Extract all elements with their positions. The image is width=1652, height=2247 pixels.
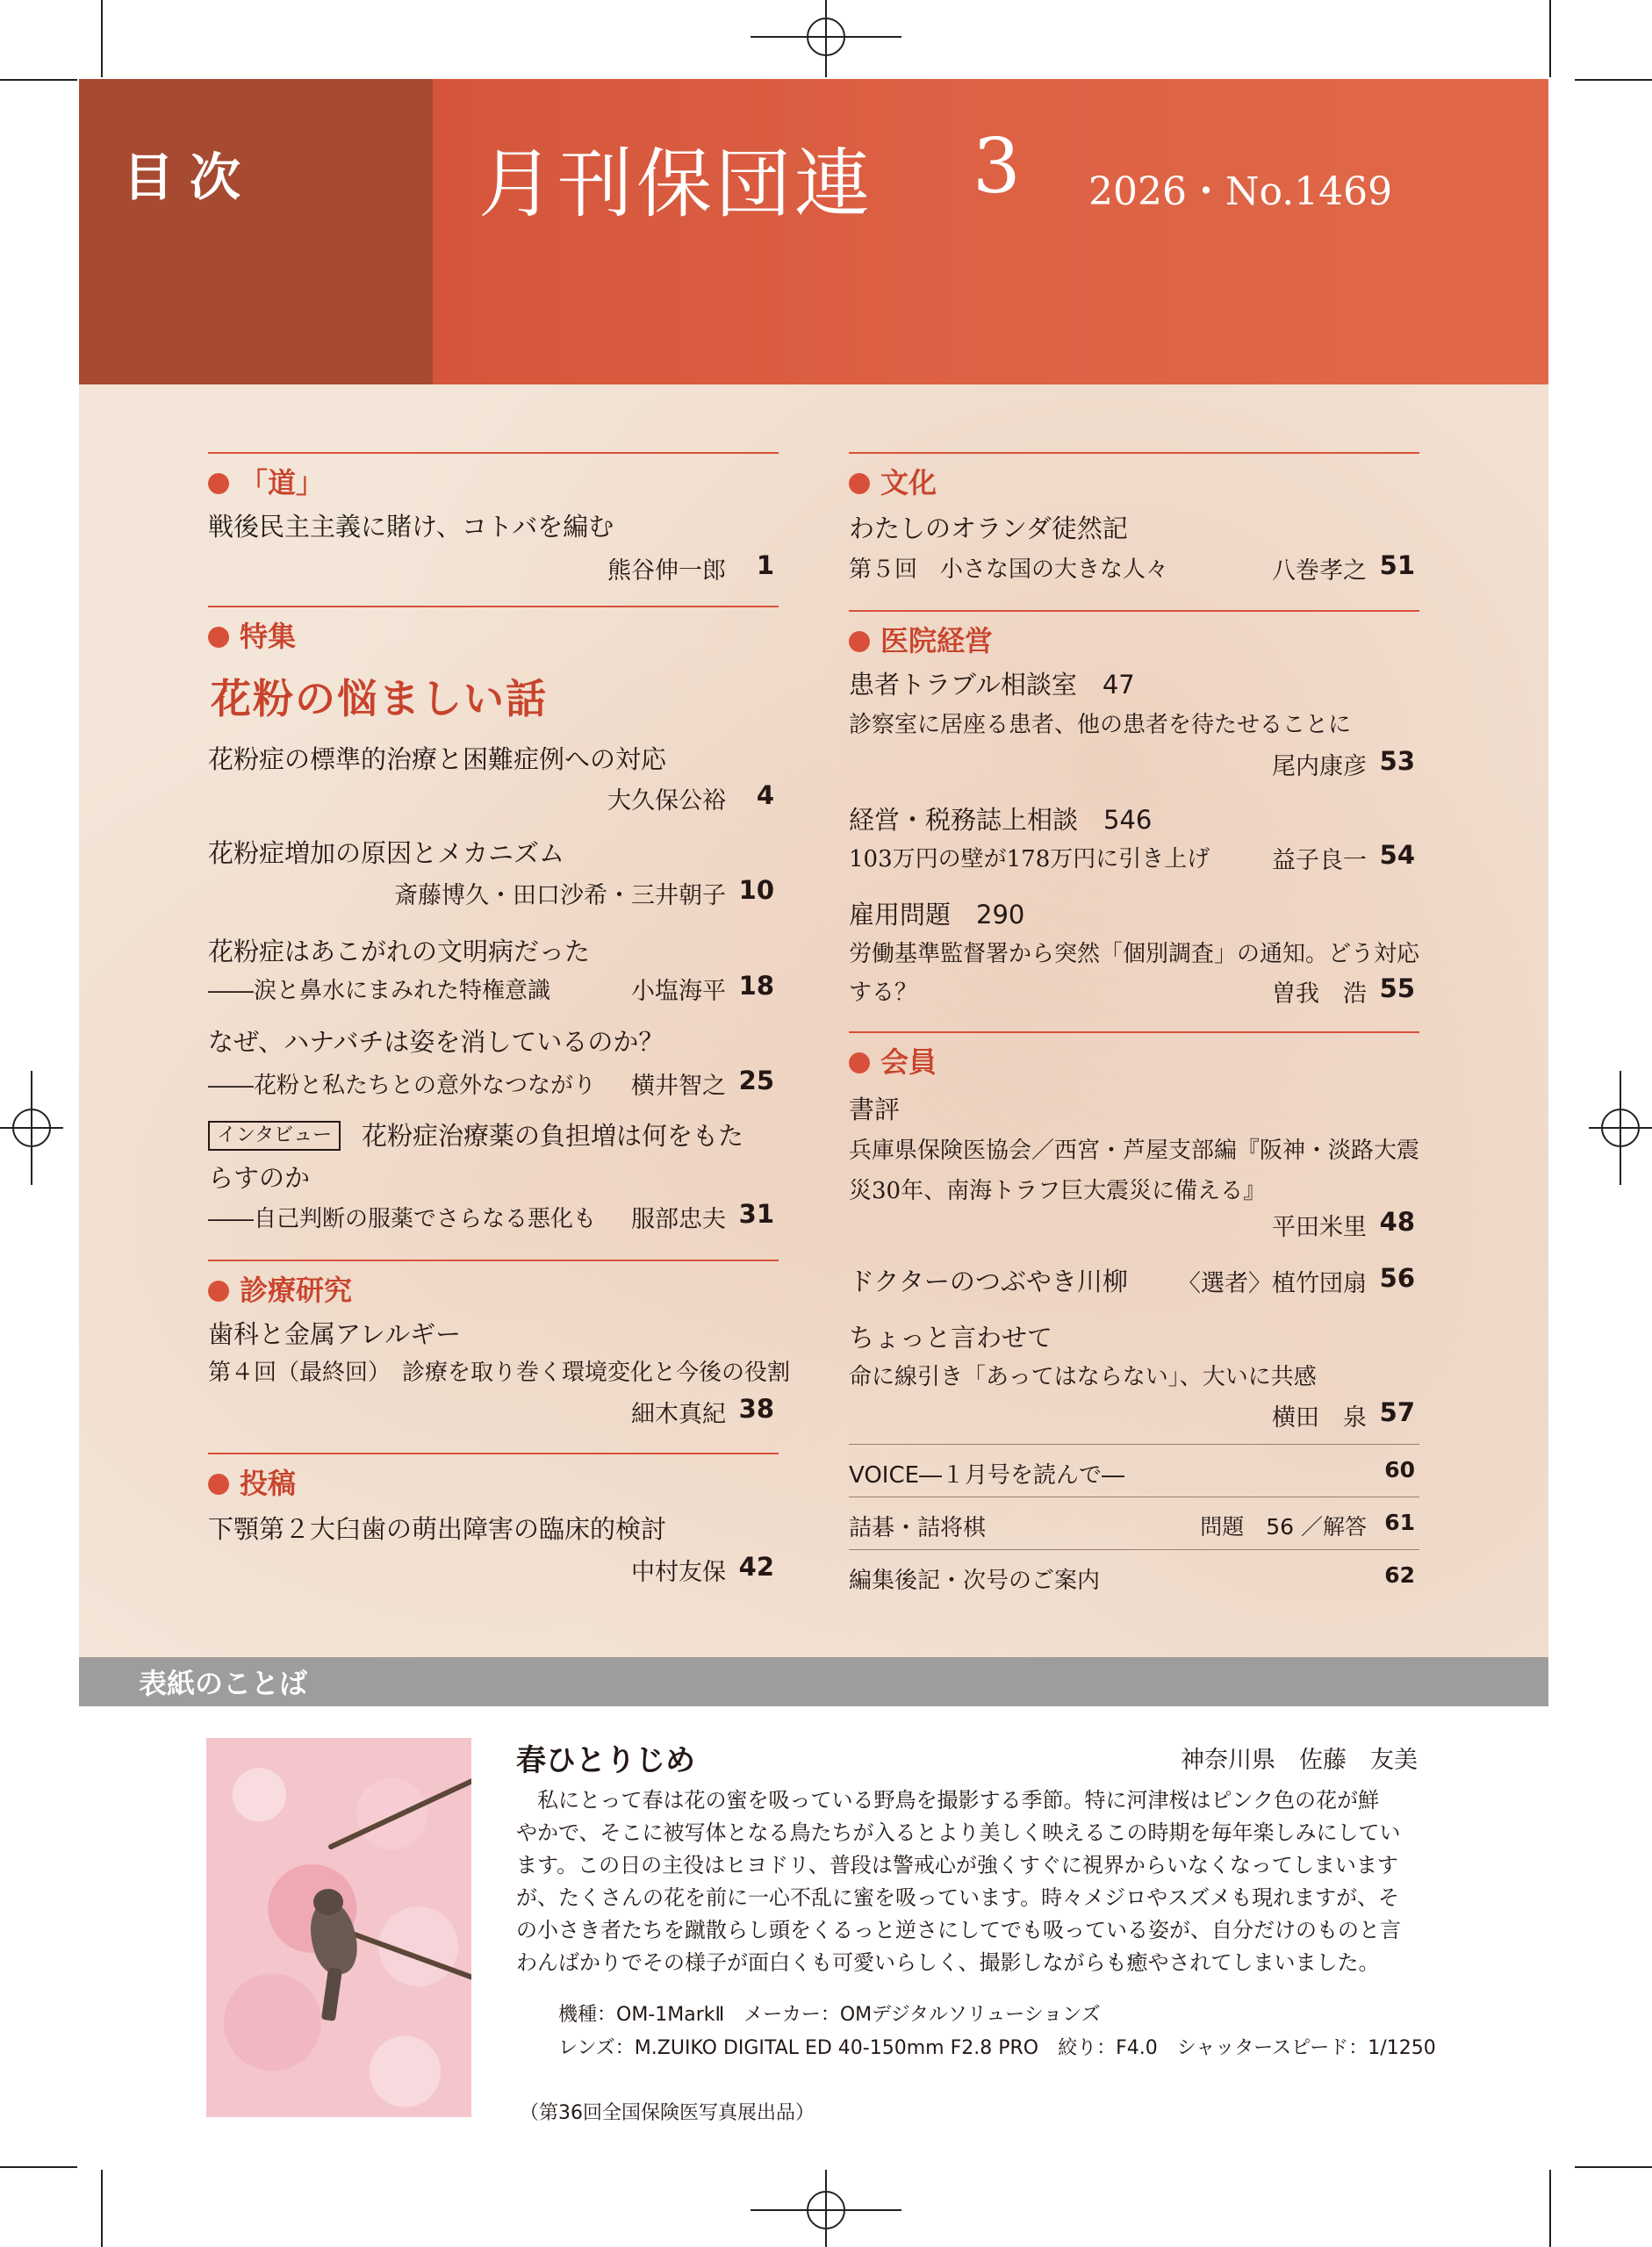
article-title[interactable]: 花粉症はあこがれの文明病だった <box>208 937 591 966</box>
article-subtitle: 兵庫県保険医協会／西宮・芦屋支部編『阪神・淡路大震 <box>849 1138 1420 1164</box>
cover-text-line: の小さき者たちを蹴散らし頭をくるっと逆さにしてでも吸っている姿が、自分だけのものと言 <box>516 1918 1401 1942</box>
article-title[interactable]: 花粉症治療薬の負担増は何をもた <box>362 1121 744 1151</box>
article-subtitle: 第４回（最終回） 診療を取り巻く環境変化と今後の役割 <box>208 1360 791 1386</box>
cover-credit: 神奈川県 佐藤 友美 <box>1181 1747 1418 1774</box>
misc-item-detail: 問題 56 ／解答 <box>1200 1514 1367 1540</box>
photo-branch <box>327 1771 471 1850</box>
page-number: 18 <box>738 971 774 1001</box>
toc-label: 目次 <box>123 147 257 207</box>
section-heading-shinryo: 診療研究 <box>208 1268 352 1309</box>
toc-label-block <box>79 79 433 384</box>
bullet-icon <box>208 627 229 648</box>
page-number: 61 <box>1384 1510 1415 1535</box>
article-author: 横田 泉 <box>1272 1404 1367 1432</box>
page-number: 54 <box>1379 840 1415 870</box>
issue-number: 2026・No.1469 <box>1088 169 1393 214</box>
section-heading-tokushu: 特集 <box>208 614 296 655</box>
page-number: 4 <box>756 780 774 810</box>
page-number: 57 <box>1379 1397 1415 1427</box>
lens-info: レンズ：M.ZUIKO DIGITAL ED 40-150mm F2.8 PRO 絞り：F4.0 シャッタースピード：1/1250 <box>558 2037 1436 2059</box>
section-heading-kaiin: 会員 <box>849 1040 937 1080</box>
section-heading-toko: 投稿 <box>208 1461 296 1502</box>
section-divider <box>208 452 779 454</box>
article-title[interactable]: 経営・税務誌上相談 546 <box>849 805 1153 835</box>
misc-item-title[interactable]: 詰碁・詰将棋 <box>849 1515 987 1541</box>
issue-month: 3 <box>973 123 1021 211</box>
article-author: 尾内康彦 <box>1272 753 1367 780</box>
article-subtitle: ――花粉と私たちとの意外なつながり <box>208 1073 597 1099</box>
section-divider <box>849 452 1419 454</box>
cover-text-line: が、たくさんの花を前に一心不乱に蜜を吸っています。時々メジロやスズメも現れますが、そ <box>516 1885 1400 1910</box>
article-title[interactable]: 患者トラブル相談室 47 <box>849 670 1135 700</box>
page-number: 38 <box>738 1394 774 1424</box>
article-title[interactable]: 歯科と金属アレルギー <box>208 1319 462 1349</box>
registration-line <box>31 1071 32 1185</box>
cover-text-line: わんばかりでその様子が面白くも可愛いらしく、撮影しながらも癒やされてしまいました。 <box>516 1950 1380 1975</box>
page-number: 25 <box>738 1066 774 1095</box>
article-author: 横井智之 <box>631 1073 726 1100</box>
section-divider <box>208 606 779 607</box>
cover-description <box>516 1784 1425 1979</box>
article-subtitle: 診察室に居座る患者、他の患者を待たせることに <box>849 712 1352 738</box>
feature-title: 花粉の悩ましい話 <box>211 675 548 722</box>
cover-title: 春ひとりじめ <box>516 1743 695 1778</box>
camera-info: 機種：OM-1MarkⅡ メーカー：OMデジタルソリューションズ <box>558 2004 1101 2026</box>
article-title[interactable]: 戦後民主主義に賭け、コトバを編む <box>208 512 614 542</box>
exhibit-note: （第36回全国保険医写真展出品） <box>520 2102 815 2124</box>
article-subtitle: 第５回 小さな国の大きな人々 <box>849 556 1169 583</box>
interview-badge: インタビュー <box>208 1121 341 1151</box>
misc-item-title[interactable]: 編集後記・次号のご案内 <box>849 1568 1101 1594</box>
article-subtitle: 103万円の壁が178万円に引き上げ <box>849 846 1210 872</box>
bullet-icon <box>208 1474 229 1495</box>
article-title[interactable]: わたしのオランダ徒然記 <box>849 513 1128 543</box>
page-number: 62 <box>1384 1562 1415 1588</box>
page-number: 51 <box>1379 550 1415 580</box>
crop-mark <box>0 79 77 81</box>
bullet-icon <box>208 473 229 494</box>
article-subtitle: する？ <box>849 980 918 1006</box>
registration-line <box>825 2170 827 2247</box>
section-divider <box>208 1453 779 1454</box>
article-author: 小塩海平 <box>631 978 726 1005</box>
article-title[interactable]: 花粉症の標準的治療と困難症例への対応 <box>208 744 667 774</box>
bullet-icon <box>208 1281 229 1302</box>
registration-line <box>1620 1071 1621 1185</box>
article-subtitle: 労働基準監督署から突然「個別調査」の通知。どう対応 <box>849 941 1420 967</box>
page-number: 55 <box>1379 973 1415 1003</box>
article-author: 曽我 浩 <box>1272 980 1367 1008</box>
article-author: 八巻孝之 <box>1272 557 1367 585</box>
bullet-icon <box>849 473 870 494</box>
article-title[interactable]: ちょっと言わせて <box>849 1323 1053 1353</box>
page-number: 48 <box>1379 1207 1415 1237</box>
magazine-title: 月刊保団連 <box>478 140 873 228</box>
page-number: 42 <box>738 1552 774 1582</box>
page-number: 1 <box>756 550 774 580</box>
crop-mark <box>1575 79 1652 81</box>
crop-mark <box>1575 2166 1652 2168</box>
section-heading-iin: 医院経営 <box>849 619 993 659</box>
page-number: 31 <box>738 1199 774 1229</box>
crop-mark <box>1549 2170 1551 2247</box>
article-title[interactable]: 花粉症増加の原因とメカニズム <box>208 838 565 868</box>
article-author: 平田米里 <box>1272 1214 1367 1241</box>
cover-text-line: やかで、そこに被写体となる鳥たちが入るとより美しく映えるこの時期を毎年楽しみにしてい <box>516 1820 1401 1845</box>
article-author: 中村友保 <box>631 1559 726 1586</box>
registration-line <box>825 0 827 77</box>
cover-text-line: 私にとって春は花の蜜を吸っている野鳥を撮影する季節。特に河津桜はピンク色の花が鮮 <box>516 1788 1380 1813</box>
article-title[interactable]: らすのか <box>208 1163 311 1193</box>
article-author: 益子良一 <box>1272 847 1367 874</box>
article-author: 斎藤博久・田口沙希・三井朝子 <box>394 882 726 909</box>
photo-bird-tail <box>321 1967 342 2021</box>
section-divider <box>208 1260 779 1261</box>
crop-mark <box>101 0 103 77</box>
photo-branch <box>341 1928 471 1984</box>
article-author: 服部忠夫 <box>631 1206 726 1233</box>
page-number: 56 <box>1379 1263 1415 1293</box>
section-heading-bunka: 文化 <box>849 461 937 501</box>
crop-mark <box>0 2166 77 2168</box>
crop-mark <box>101 2170 103 2247</box>
article-title[interactable]: 雇用問題 290 <box>849 900 1025 930</box>
bullet-icon <box>849 1052 870 1073</box>
article-title[interactable]: ドクターのつぶやき川柳 <box>849 1267 1128 1296</box>
photo-bird-head <box>313 1889 343 1915</box>
page-number: 53 <box>1379 746 1415 776</box>
section-divider <box>849 1444 1419 1445</box>
article-author: 熊谷伸一郎 <box>607 557 726 585</box>
article-title[interactable]: 書評 <box>849 1095 901 1124</box>
article-title[interactable]: なぜ、ハナバチは姿を消しているのか？ <box>208 1027 664 1057</box>
section-divider <box>849 610 1419 612</box>
article-author: 大久保公裕 <box>607 787 726 815</box>
page-number: 10 <box>738 875 774 905</box>
page-number: 60 <box>1384 1457 1415 1482</box>
section-divider <box>849 1549 1419 1550</box>
article-author: 細木真紀 <box>631 1401 726 1428</box>
crop-mark <box>1549 0 1551 77</box>
article-subtitle: ――涙と鼻水にまみれた特権意識 <box>208 978 551 1004</box>
cover-section-label: 表紙のことば <box>139 1667 308 1700</box>
article-subtitle: 命に線引き「あってはならない」、大いに共感 <box>849 1364 1317 1390</box>
article-author: 〈選者〉植竹団扇 <box>1177 1270 1367 1297</box>
article-title[interactable]: 下顎第２大臼歯の萌出障害の臨床的検討 <box>208 1514 667 1544</box>
article-subtitle: 災30年、南海トラフ巨大震災に備える』 <box>849 1178 1267 1204</box>
bullet-icon <box>849 631 870 652</box>
section-heading-michi: 「道」 <box>208 461 324 501</box>
cover-photo <box>206 1738 471 2117</box>
section-divider <box>849 1031 1419 1033</box>
cover-text-line: ます。この日の主役はヒヨドリ、普段は警戒心が強くすぐに視界からいなくなってしまいます <box>516 1853 1398 1877</box>
article-subtitle: ――自己判断の服薬でさらなる悪化も <box>208 1206 597 1232</box>
misc-item-title[interactable]: VOICE―１月号を読んで― <box>849 1462 1125 1489</box>
